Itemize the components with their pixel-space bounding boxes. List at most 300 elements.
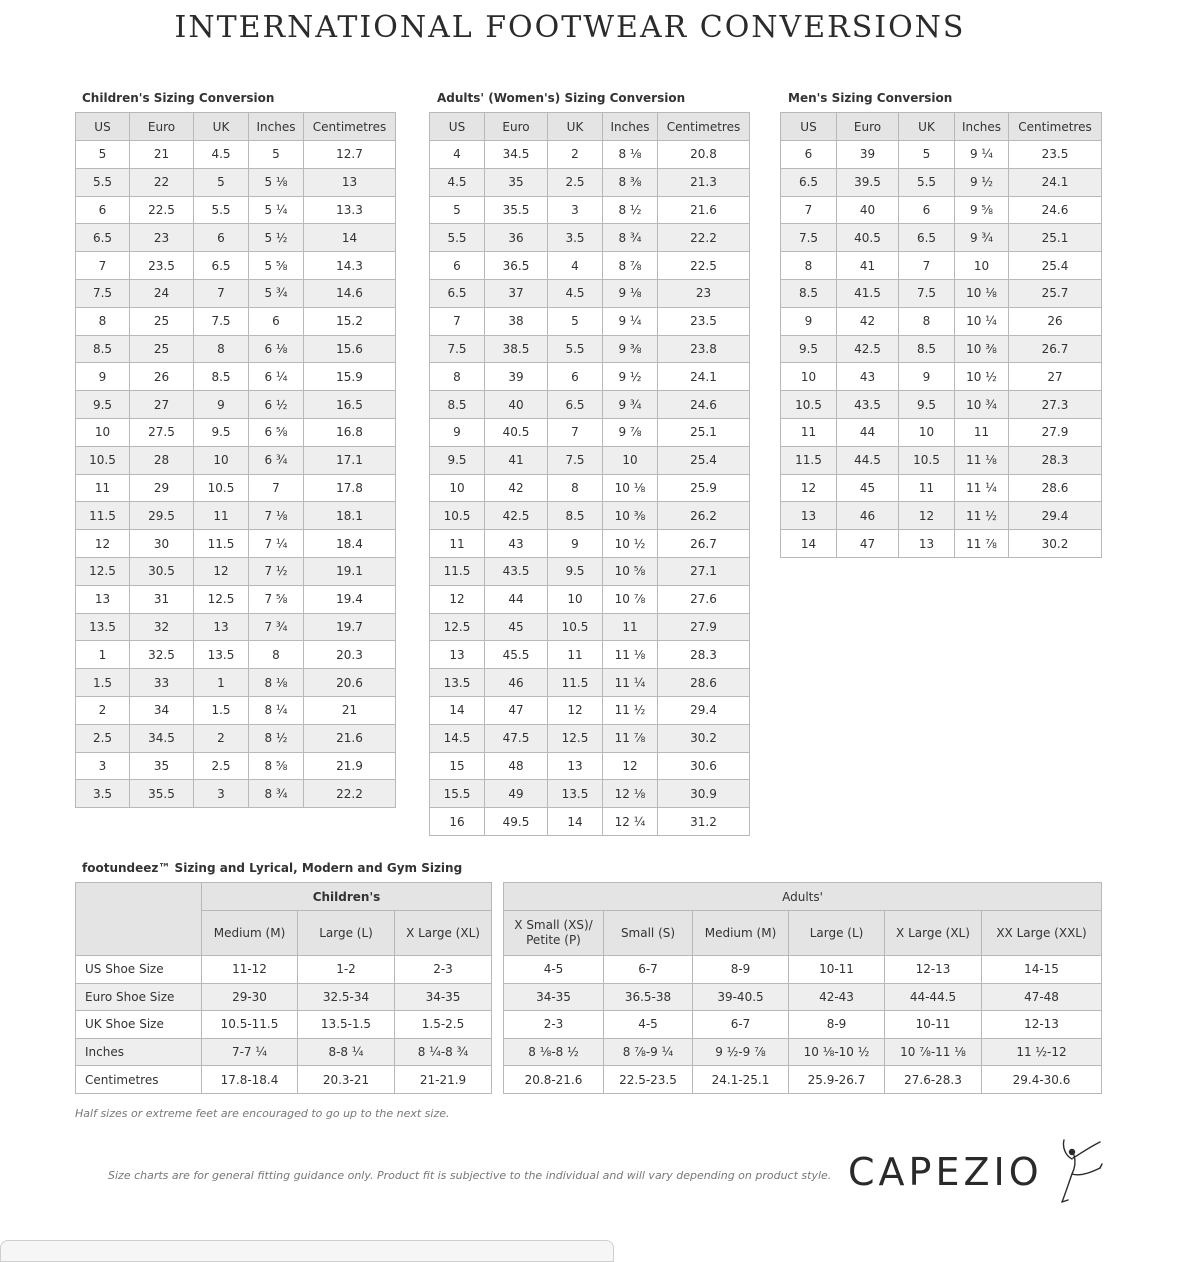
table-cell: 15.9 (304, 363, 396, 391)
table-cell: 22.2 (304, 780, 396, 808)
table-cell: 10 ⅛ (603, 474, 658, 502)
column-header: Inches (249, 113, 304, 141)
table-cell: 10 ⅛-10 ½ (789, 1038, 885, 1066)
table-cell: 42.5 (837, 335, 899, 363)
table-cell: 12 (430, 585, 485, 613)
table-row (76, 141, 396, 169)
table-cell: 10 ⅞-11 ⅛ (885, 1038, 982, 1066)
table-cell: 30.2 (658, 724, 750, 752)
table-cell: 13 (781, 502, 837, 530)
women-table-caption: Adults' (Women's) Sizing Conversion (437, 91, 686, 105)
column-header: US (76, 113, 130, 141)
table-cell: 9.5 (781, 335, 837, 363)
table-cell: 10 (899, 418, 955, 446)
table-cell: 19.4 (304, 585, 396, 613)
table-cell: 34.5 (485, 141, 548, 169)
table-cell: 6 ⅝ (249, 418, 304, 446)
table-cell: 11 ⅛ (955, 446, 1009, 474)
table-row (76, 279, 396, 307)
table-cell: 4-5 (604, 1011, 693, 1039)
table-cell: 35 (130, 752, 194, 780)
table-cell: 27 (1009, 363, 1102, 391)
table-cell: 6.5 (548, 391, 603, 419)
table-cell: 14.6 (304, 279, 396, 307)
table-row (781, 474, 1102, 502)
table-cell: 9 ¾ (603, 391, 658, 419)
table-cell: 6.5 (194, 252, 249, 280)
table-cell: 23.5 (658, 307, 750, 335)
table-cell: 10 ⅝ (603, 557, 658, 585)
table-row (504, 983, 1102, 1011)
table-cell: 17.8 (304, 474, 396, 502)
table-row (781, 446, 1102, 474)
table-cell: 12.5 (548, 724, 603, 752)
table-cell: 29-30 (202, 983, 298, 1011)
table-row (76, 724, 396, 752)
table-cell: 6 ⅛ (249, 335, 304, 363)
table-row (76, 502, 396, 530)
size-column-header: Large (L) (298, 911, 395, 956)
table-cell: 27.3 (1009, 391, 1102, 419)
table-cell: 12-13 (885, 956, 982, 984)
table-cell: 9 ¼ (603, 307, 658, 335)
table-cell: 10 (430, 474, 485, 502)
table-row (430, 696, 750, 724)
men-table-caption: Men's Sizing Conversion (788, 91, 953, 105)
page-title: INTERNATIONAL FOOTWEAR CONVERSIONS (174, 10, 966, 45)
table-cell: 8.5 (548, 502, 603, 530)
table-row (430, 224, 750, 252)
table-row (430, 557, 750, 585)
table-cell: 7 (430, 307, 485, 335)
table-cell: 9 (430, 418, 485, 446)
table-cell: 9 (899, 363, 955, 391)
table-cell: 6-7 (693, 1011, 789, 1039)
table-cell: 10 (603, 446, 658, 474)
table-cell: 6 ¾ (249, 446, 304, 474)
table-cell: 26 (130, 363, 194, 391)
table-cell: 13 (194, 613, 249, 641)
table-cell: 3 (76, 752, 130, 780)
table-cell: 13.5 (430, 669, 485, 697)
table-cell: 30.6 (658, 752, 750, 780)
table-cell: 8.5 (899, 335, 955, 363)
table-cell: 12 (76, 530, 130, 558)
table-row (76, 780, 396, 808)
table-cell: 11 (548, 641, 603, 669)
table-row (504, 1066, 1102, 1094)
table-cell: 19.1 (304, 557, 396, 585)
table-cell: 37 (485, 279, 548, 307)
table-cell: 7 ⅝ (249, 585, 304, 613)
table-cell: 13.5-1.5 (298, 1011, 395, 1039)
table-cell: 34.5 (130, 724, 194, 752)
table-cell: 5 (76, 141, 130, 169)
table-cell: 6 (899, 196, 955, 224)
table-cell: 9 (548, 530, 603, 558)
table-cell: 27.9 (1009, 418, 1102, 446)
table-cell: 20.8-21.6 (504, 1066, 604, 1094)
table-cell: 8 ¼ (249, 696, 304, 724)
table-cell: 22.2 (658, 224, 750, 252)
table-cell: 10 ⅞ (603, 585, 658, 613)
table-cell: 10 (781, 363, 837, 391)
table-cell: 9 ⅜ (603, 335, 658, 363)
table-cell: 23.5 (130, 252, 194, 280)
table-cell: 9.5 (194, 418, 249, 446)
table-cell: 24.6 (658, 391, 750, 419)
table-cell: 10.5 (548, 613, 603, 641)
table-cell: 6-7 (604, 956, 693, 984)
table-cell: 11 (899, 474, 955, 502)
table-cell: 2.5 (194, 752, 249, 780)
table-cell: 22 (130, 168, 194, 196)
table-cell: 31 (130, 585, 194, 613)
table-cell: 47.5 (485, 724, 548, 752)
table-cell: 8 (899, 307, 955, 335)
men-sizing-table (780, 112, 1102, 558)
table-cell: 8 ½ (603, 196, 658, 224)
table-cell: 16.5 (304, 391, 396, 419)
table-cell: 2-3 (504, 1011, 604, 1039)
table-cell: 9 ¼ (955, 141, 1009, 169)
table-cell: 20.8 (658, 141, 750, 169)
table-cell: 9 ½ (955, 168, 1009, 196)
table-cell: 38.5 (485, 335, 548, 363)
table-row (430, 780, 750, 808)
table-row (430, 669, 750, 697)
table-cell: 11 (603, 613, 658, 641)
footundeez-adults-table (503, 882, 1102, 1094)
table-cell: 17.1 (304, 446, 396, 474)
table-cell: 14 (430, 696, 485, 724)
table-cell: 48 (485, 752, 548, 780)
size-column-header: Medium (M) (202, 911, 298, 956)
table-row (76, 224, 396, 252)
table-cell: 7 (249, 474, 304, 502)
row-label: UK Shoe Size (76, 1011, 202, 1039)
table-cell: 13 (430, 641, 485, 669)
table-cell: 11 ½ (955, 502, 1009, 530)
header-row (781, 113, 1102, 141)
table-cell: 7 ⅛ (249, 502, 304, 530)
table-cell: 23.8 (658, 335, 750, 363)
table-cell: 8 (76, 307, 130, 335)
table-cell: 2-3 (395, 956, 492, 984)
table-cell: 25 (130, 307, 194, 335)
table-cell: 11 ⅞ (603, 724, 658, 752)
table-cell: 43 (485, 530, 548, 558)
table-cell: 12.5 (194, 585, 249, 613)
table-cell: 6.5 (899, 224, 955, 252)
table-cell: 43 (837, 363, 899, 391)
table-cell: 43.5 (837, 391, 899, 419)
table-cell: 34 (130, 696, 194, 724)
footundeez-children-table (75, 882, 492, 1094)
size-column-header: X Small (XS)/ Petite (P) (504, 911, 604, 956)
table-cell: 21 (304, 696, 396, 724)
table-cell: 40.5 (837, 224, 899, 252)
table-cell: 4.5 (548, 279, 603, 307)
capezio-logo: CAPEZIO (848, 1150, 1043, 1194)
column-header: Euro (837, 113, 899, 141)
table-cell: 13 (304, 168, 396, 196)
table-cell: 2.5 (76, 724, 130, 752)
table-cell: 8 ⅜ (603, 168, 658, 196)
table-cell: 8 (249, 641, 304, 669)
table-cell: 5.5 (899, 168, 955, 196)
table-cell: 3 (548, 196, 603, 224)
table-row (76, 363, 396, 391)
table-cell: 39.5 (837, 168, 899, 196)
table-cell: 34-35 (395, 983, 492, 1011)
table-row (430, 724, 750, 752)
table-cell: 46 (837, 502, 899, 530)
table-cell: 6.5 (430, 279, 485, 307)
table-cell: 10 (955, 252, 1009, 280)
table-cell: 5.5 (76, 168, 130, 196)
table-cell: 2.5 (548, 168, 603, 196)
table-cell: 4 (430, 141, 485, 169)
header-row (430, 113, 750, 141)
table-cell: 21.6 (658, 196, 750, 224)
table-cell: 32 (130, 613, 194, 641)
table-cell: 12 (781, 474, 837, 502)
table-row (76, 252, 396, 280)
table-cell: 41 (837, 252, 899, 280)
table-cell: 24.6 (1009, 196, 1102, 224)
table-cell: 5 ¾ (249, 279, 304, 307)
table-cell: 31.2 (658, 808, 750, 836)
table-row (781, 252, 1102, 280)
table-row (76, 168, 396, 196)
table-cell: 9 (76, 363, 130, 391)
children-sizing-table (75, 112, 396, 808)
table-cell: 5 ¼ (249, 196, 304, 224)
table-cell: 36.5-38 (604, 983, 693, 1011)
table-cell: 15.2 (304, 307, 396, 335)
table-cell: 11 (430, 530, 485, 558)
table-cell: 9.5 (76, 391, 130, 419)
table-cell: 27.6-28.3 (885, 1066, 982, 1094)
table-cell: 30.9 (658, 780, 750, 808)
table-cell: 18.4 (304, 530, 396, 558)
table-cell: 11.5 (781, 446, 837, 474)
table-cell: 15.5 (430, 780, 485, 808)
table-cell: 9.5 (899, 391, 955, 419)
table-row (781, 224, 1102, 252)
table-cell: 25.1 (1009, 224, 1102, 252)
table-cell: 39-40.5 (693, 983, 789, 1011)
table-cell: 22.5 (130, 196, 194, 224)
half-sizes-note: Half sizes or extreme feet are encouraged to go up to the next size. (75, 1107, 450, 1120)
table-cell: 26.7 (658, 530, 750, 558)
table-cell: 7.5 (430, 335, 485, 363)
table-cell: 39 (485, 363, 548, 391)
table-cell: 2 (548, 141, 603, 169)
table-cell: 6 (781, 141, 837, 169)
table-cell: 6 (76, 196, 130, 224)
table-cell: 11 (781, 418, 837, 446)
table-cell: 8.5 (781, 279, 837, 307)
table-cell: 11.5 (76, 502, 130, 530)
table-cell: 26 (1009, 307, 1102, 335)
table-cell: 8 ¾ (603, 224, 658, 252)
table-cell: 8-9 (789, 1011, 885, 1039)
table-cell: 12 (194, 557, 249, 585)
table-row (430, 252, 750, 280)
table-row (781, 168, 1102, 196)
table-cell: 12 (548, 696, 603, 724)
table-cell: 42.5 (485, 502, 548, 530)
table-row (430, 446, 750, 474)
table-cell: 6 (194, 224, 249, 252)
table-cell: 12.7 (304, 141, 396, 169)
table-row (430, 474, 750, 502)
table-row (430, 752, 750, 780)
adults-group-header: Adults' (504, 883, 1102, 911)
table-row (76, 307, 396, 335)
table-cell: 27 (130, 391, 194, 419)
table-row (781, 279, 1102, 307)
table-cell: 6 (548, 363, 603, 391)
table-cell: 3 (194, 780, 249, 808)
table-cell: 7.5 (899, 279, 955, 307)
table-cell: 1-2 (298, 956, 395, 984)
table-cell: 27.1 (658, 557, 750, 585)
table-cell: 7.5 (548, 446, 603, 474)
table-row (430, 641, 750, 669)
table-row (76, 956, 492, 984)
size-column-header: Small (S) (604, 911, 693, 956)
table-cell: 9 (781, 307, 837, 335)
table-cell: 24.1-25.1 (693, 1066, 789, 1094)
table-cell: 5 (548, 307, 603, 335)
table-row (781, 363, 1102, 391)
table-row (430, 391, 750, 419)
table-cell: 3.5 (76, 780, 130, 808)
table-cell: 12-13 (982, 1011, 1102, 1039)
table-row (430, 335, 750, 363)
table-cell: 12 (603, 752, 658, 780)
table-row (76, 335, 396, 363)
table-cell: 9 ¾ (955, 224, 1009, 252)
table-row (76, 474, 396, 502)
table-cell: 11.5 (194, 530, 249, 558)
table-cell: 45 (837, 474, 899, 502)
table-cell: 34-35 (504, 983, 604, 1011)
table-cell: 29.4-30.6 (982, 1066, 1102, 1094)
table-cell: 22.5 (658, 252, 750, 280)
table-cell: 7 (899, 252, 955, 280)
table-cell: 10 ¾ (955, 391, 1009, 419)
table-cell: 45.5 (485, 641, 548, 669)
table-row (76, 1011, 492, 1039)
table-cell: 8 ⅛-8 ½ (504, 1038, 604, 1066)
table-cell: 41.5 (837, 279, 899, 307)
table-cell: 36 (485, 224, 548, 252)
header-row (76, 113, 396, 141)
table-cell: 47 (837, 530, 899, 558)
table-cell: 1.5 (76, 669, 130, 697)
table-cell: 7 (548, 418, 603, 446)
table-cell: 46 (485, 669, 548, 697)
table-row (76, 696, 396, 724)
table-cell: 35 (485, 168, 548, 196)
column-header: Centimetres (1009, 113, 1102, 141)
table-cell: 21.9 (304, 752, 396, 780)
table-row (504, 956, 1102, 984)
table-cell: 14 (548, 808, 603, 836)
table-row (430, 279, 750, 307)
table-cell: 21.3 (658, 168, 750, 196)
table-cell: 33 (130, 669, 194, 697)
table-cell: 39 (837, 141, 899, 169)
table-cell: 24.1 (1009, 168, 1102, 196)
table-row (781, 391, 1102, 419)
table-cell: 5.5 (548, 335, 603, 363)
table-cell: 25.4 (1009, 252, 1102, 280)
disclaimer: Size charts are for general fitting guidance only. Product fit is subjective to the individual and will vary depending on product style. (108, 1169, 832, 1182)
table-cell: 21-21.9 (395, 1066, 492, 1094)
table-cell: 20.3 (304, 641, 396, 669)
table-cell: 1 (76, 641, 130, 669)
table-row (76, 613, 396, 641)
table-cell: 25.4 (658, 446, 750, 474)
table-row (76, 1038, 492, 1066)
table-cell: 25.9 (658, 474, 750, 502)
table-row (76, 641, 396, 669)
column-header: US (781, 113, 837, 141)
table-row (76, 446, 396, 474)
table-cell: 2 (76, 696, 130, 724)
table-cell: 11 ¼ (955, 474, 1009, 502)
table-cell: 1.5 (194, 696, 249, 724)
table-cell: 27.5 (130, 418, 194, 446)
table-cell: 5 (899, 141, 955, 169)
table-cell: 6 ½ (249, 391, 304, 419)
table-cell: 12 (899, 502, 955, 530)
table-cell: 7 (76, 252, 130, 280)
table-cell: 26.2 (658, 502, 750, 530)
column-header: Euro (130, 113, 194, 141)
table-cell: 9 ½-9 ⅞ (693, 1038, 789, 1066)
table-cell: 7-7 ¼ (202, 1038, 298, 1066)
table-row (430, 808, 750, 836)
table-cell: 29.4 (1009, 502, 1102, 530)
table-cell: 8 ½ (249, 724, 304, 752)
table-row (430, 585, 750, 613)
table-cell: 8 ⅞-9 ¼ (604, 1038, 693, 1066)
size-column-header: Medium (M) (693, 911, 789, 956)
table-cell: 13.5 (548, 780, 603, 808)
column-header: US (430, 113, 485, 141)
table-cell: 12.5 (430, 613, 485, 641)
table-cell: 8-9 (693, 956, 789, 984)
table-cell: 49 (485, 780, 548, 808)
table-cell: 11 ¼ (603, 669, 658, 697)
table-cell: 28.3 (658, 641, 750, 669)
table-cell: 10 ⅛ (955, 279, 1009, 307)
table-cell: 11 ⅞ (955, 530, 1009, 558)
footundeez-caption: footundeez™ Sizing and Lyrical, Modern and Gym Sizing (82, 861, 463, 875)
table-cell: 20.3-21 (298, 1066, 395, 1094)
table-cell: 11.5 (548, 669, 603, 697)
dancer-logo-icon (1042, 1138, 1104, 1204)
table-cell: 49.5 (485, 808, 548, 836)
table-cell: 11 (194, 502, 249, 530)
table-cell: 28.6 (658, 669, 750, 697)
